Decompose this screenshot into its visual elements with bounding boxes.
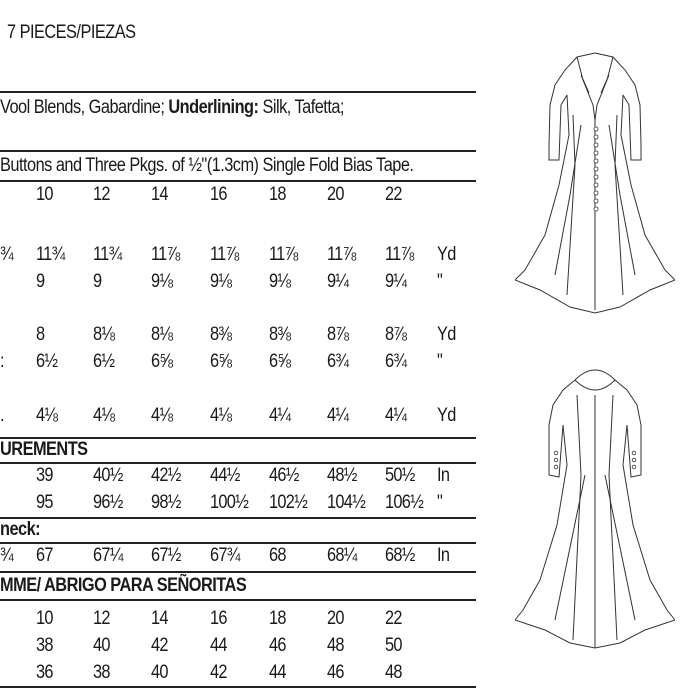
divider xyxy=(0,686,476,688)
fabrics-line xyxy=(0,97,344,119)
table-cell: 22 xyxy=(385,608,402,629)
table-cell: 8⅜ xyxy=(210,324,232,345)
fabrics-text: Vool Blends, Gabardine; xyxy=(0,97,169,118)
table-cell: 18 xyxy=(269,608,286,629)
size-header: 20 xyxy=(327,184,344,205)
table-cell: 11⅞ xyxy=(210,244,239,265)
table-cell: 9¼ xyxy=(385,271,407,292)
divider xyxy=(0,150,476,152)
table-cell: 95 xyxy=(36,492,53,513)
divider xyxy=(0,599,476,601)
table-cell: 4¼ xyxy=(385,405,407,426)
table-cell: 9 xyxy=(36,271,45,292)
table-cell: 10 xyxy=(36,608,53,629)
table-cell: 8 xyxy=(36,324,45,345)
table-cell: 11⅞ xyxy=(151,244,180,265)
divider xyxy=(0,571,476,573)
unit-label: " xyxy=(437,492,443,513)
table-cell: 104½ xyxy=(327,492,366,513)
divider xyxy=(0,542,476,544)
unit-label: Yd xyxy=(437,324,456,345)
table-cell: 40 xyxy=(93,635,110,656)
table-cell: 6½ xyxy=(36,351,58,372)
table-cell: 9⅛ xyxy=(210,271,232,292)
table-cell: 106½ xyxy=(385,492,424,513)
pieces-count: 7 PIECES/PIEZAS xyxy=(7,22,136,43)
table-cell: 102½ xyxy=(269,492,308,513)
table-cell: 42 xyxy=(151,635,168,656)
table-cell: 48 xyxy=(327,635,344,656)
table-cell: 4¼ xyxy=(327,405,349,426)
table-cell: 44 xyxy=(210,635,227,656)
table-cell: 11⅞ xyxy=(327,244,356,265)
coat-back-illustration xyxy=(515,365,675,650)
notions-line: Buttons and Three Pkgs. of ½"(1.3cm) Single Fold Bias Tape. xyxy=(0,155,414,176)
row-stub: ¾ xyxy=(0,545,13,566)
table-cell: 68½ xyxy=(385,545,415,566)
table-cell: 12 xyxy=(93,608,110,629)
table-cell: 9 xyxy=(93,271,102,292)
unit-label: Yd xyxy=(437,244,456,265)
unit-label: Yd xyxy=(437,405,456,426)
table-cell: 9⅛ xyxy=(269,271,291,292)
table-cell: 100½ xyxy=(210,492,249,513)
table-cell: 46 xyxy=(269,635,286,656)
row-stub: ¾ xyxy=(0,244,13,265)
table-cell: 11¾ xyxy=(93,244,122,265)
unit-label: " xyxy=(437,351,443,372)
table-cell: 39 xyxy=(36,465,53,486)
table-cell: 8⅛ xyxy=(93,324,115,345)
table-cell: 8⅜ xyxy=(269,324,291,345)
measurements-heading: UREMENTS xyxy=(0,439,88,460)
table-cell: 4⅛ xyxy=(210,405,232,426)
table-cell: 14 xyxy=(151,608,168,629)
table-cell: 44½ xyxy=(210,465,240,486)
underlining-text: Silk, Tafetta; xyxy=(258,97,344,118)
table-cell: 40½ xyxy=(93,465,123,486)
size-header: 14 xyxy=(151,184,168,205)
neck-heading: neck: xyxy=(0,519,41,540)
coat-front-illustration xyxy=(515,45,675,320)
table-cell: 40 xyxy=(151,662,168,683)
table-cell: 8⅞ xyxy=(327,324,349,345)
divider xyxy=(0,180,476,182)
table-cell: 67½ xyxy=(151,545,181,566)
divider xyxy=(0,462,476,464)
size-header: 18 xyxy=(269,184,286,205)
coat-heading: MME/ ABRIGO PARA SEÑORITAS xyxy=(0,575,247,596)
table-cell: 4⅛ xyxy=(36,405,58,426)
table-cell: 4¼ xyxy=(269,405,291,426)
table-cell: 9¼ xyxy=(327,271,349,292)
table-cell: 42½ xyxy=(151,465,181,486)
table-cell: 68 xyxy=(269,545,286,566)
table-cell: 20 xyxy=(327,608,344,629)
table-cell: 6⅝ xyxy=(151,351,173,372)
table-cell: 42 xyxy=(210,662,227,683)
unit-label: " xyxy=(437,271,443,292)
table-cell: 46½ xyxy=(269,465,299,486)
table-cell: 38 xyxy=(36,635,53,656)
size-header: 16 xyxy=(210,184,227,205)
table-cell: 67¼ xyxy=(93,545,123,566)
table-cell: 11⅞ xyxy=(269,244,298,265)
table-cell: 46 xyxy=(327,662,344,683)
row-stub: : xyxy=(0,351,4,372)
table-cell: 96½ xyxy=(93,492,123,513)
table-cell: 50½ xyxy=(385,465,415,486)
table-cell: 4⅛ xyxy=(93,405,115,426)
table-cell: 67 xyxy=(36,545,53,566)
table-cell: 6½ xyxy=(93,351,115,372)
table-cell: 8⅛ xyxy=(151,324,173,345)
table-cell: 16 xyxy=(210,608,227,629)
table-cell: 11⅞ xyxy=(385,244,414,265)
table-cell: 6⅝ xyxy=(210,351,232,372)
table-cell: 6¾ xyxy=(385,351,407,372)
divider xyxy=(0,517,476,519)
table-cell: 6⅝ xyxy=(269,351,291,372)
table-cell: 36 xyxy=(36,662,53,683)
size-header: 10 xyxy=(36,184,53,205)
unit-label: In xyxy=(437,545,450,566)
size-header: 22 xyxy=(385,184,402,205)
row-stub: . xyxy=(0,405,4,426)
table-cell: 8⅞ xyxy=(385,324,407,345)
table-cell: 68¼ xyxy=(327,545,357,566)
table-cell: 48 xyxy=(385,662,402,683)
table-cell: 44 xyxy=(269,662,286,683)
divider xyxy=(0,91,476,93)
table-cell: 6¾ xyxy=(327,351,349,372)
unit-label: In xyxy=(437,465,450,486)
underlining-label: Underlining: xyxy=(168,97,259,118)
table-cell: 11¾ xyxy=(36,244,65,265)
table-cell: 4⅛ xyxy=(151,405,173,426)
table-cell: 48½ xyxy=(327,465,357,486)
table-cell: 98½ xyxy=(151,492,181,513)
table-cell: 50 xyxy=(385,635,402,656)
table-cell: 38 xyxy=(93,662,110,683)
size-header: 12 xyxy=(93,184,110,205)
table-cell: 9⅛ xyxy=(151,271,173,292)
table-cell: 67¾ xyxy=(210,545,240,566)
